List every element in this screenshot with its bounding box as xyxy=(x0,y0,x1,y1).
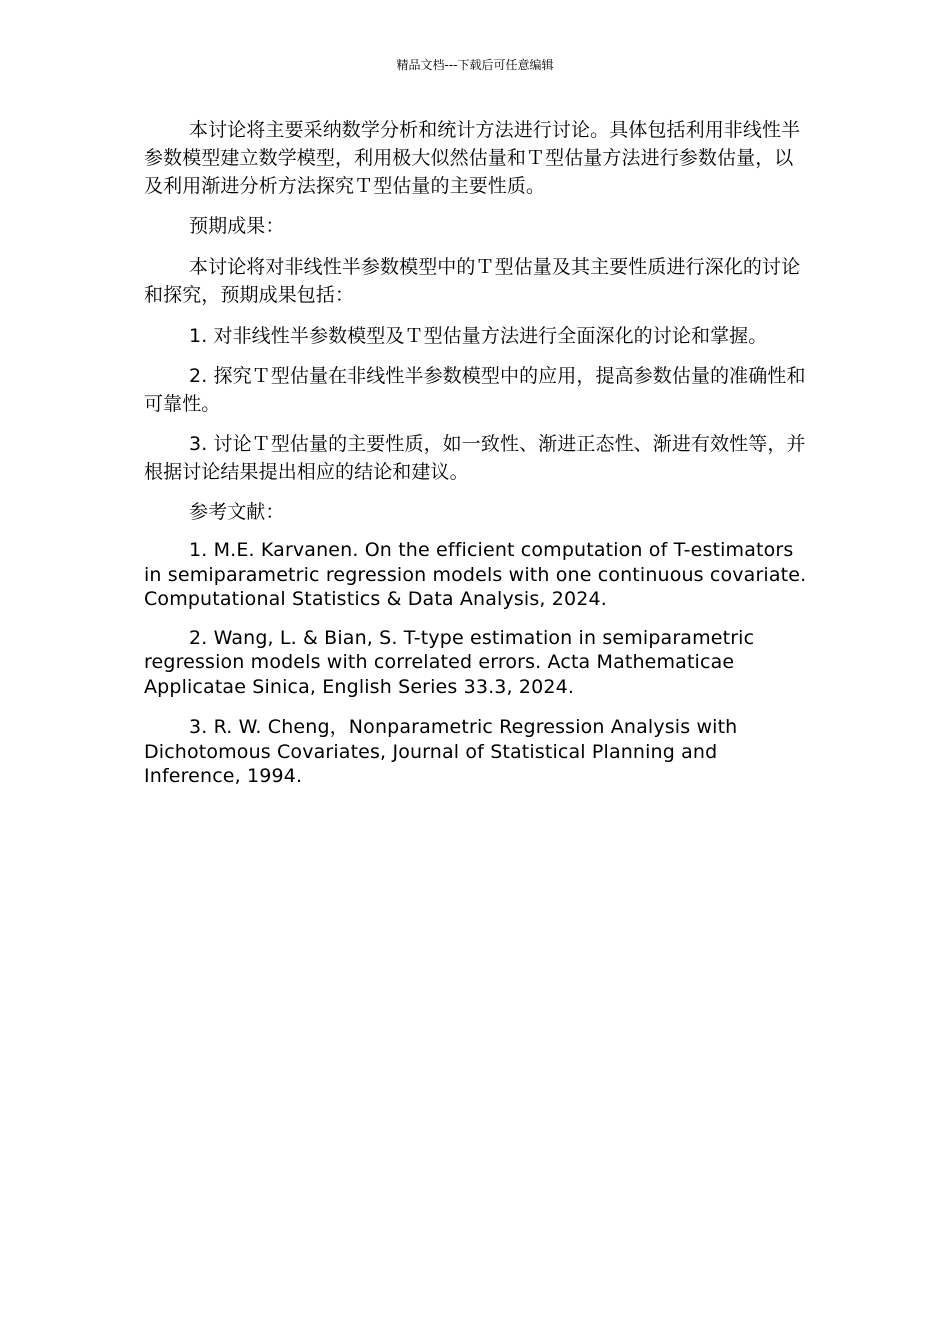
reference-3: 3. R. W. Cheng，Nonparametric Regression Analysis with Dichotomous Covariates, Journal of Statistical Planning and Inference, 1994. xyxy=(144,716,738,787)
expected-results-heading: 预期成果： xyxy=(189,215,285,237)
page-header: 精品文档---下载后可任意编辑 xyxy=(396,58,554,72)
reference-2: 2. Wang, L. & Bian, S. T-type estimation in semiparametric regression models with correlated errors. Acta Mathematicae Applicatae Sinica, English Series 33.3, 2024. xyxy=(144,626,755,698)
expected-item-2: 2. 探究Ｔ型估量在非线性半参数模型中的应用，提高参数估量的准确性和可靠性。 xyxy=(144,365,806,415)
method-paragraph: 本讨论将主要采纳数学分析和统计方法进行讨论。具体包括利用非线性半参数模型建立数学模型，利用极大似然估量和Ｔ型估量方法进行参数估量，以及利用渐进分析方法探究Ｔ型估量的主要性质。 xyxy=(144,119,801,197)
expected-item-1: 1. 对非线性半参数模型及Ｔ型估量方法进行全面深化的讨论和掌握。 xyxy=(189,325,768,347)
reference-1: 1. M.E. Karvanen. On the efficient computation of T-estimators in semiparametric regression models with one continuous covariate. Computational Statistics & Data Analysis, 2024. xyxy=(144,539,807,610)
expected-item-3: 3. 讨论Ｔ型估量的主要性质，如一致性、渐进正态性、渐进有效性等，并根据讨论结果提出相应的结论和建议。 xyxy=(144,433,806,483)
document-body xyxy=(144,116,810,789)
expected-results-intro: 本讨论将对非线性半参数模型中的Ｔ型估量及其主要性质进行深化的讨论和探究，预期成果包括： xyxy=(144,256,801,306)
references-heading: 参考文献： xyxy=(189,501,285,523)
